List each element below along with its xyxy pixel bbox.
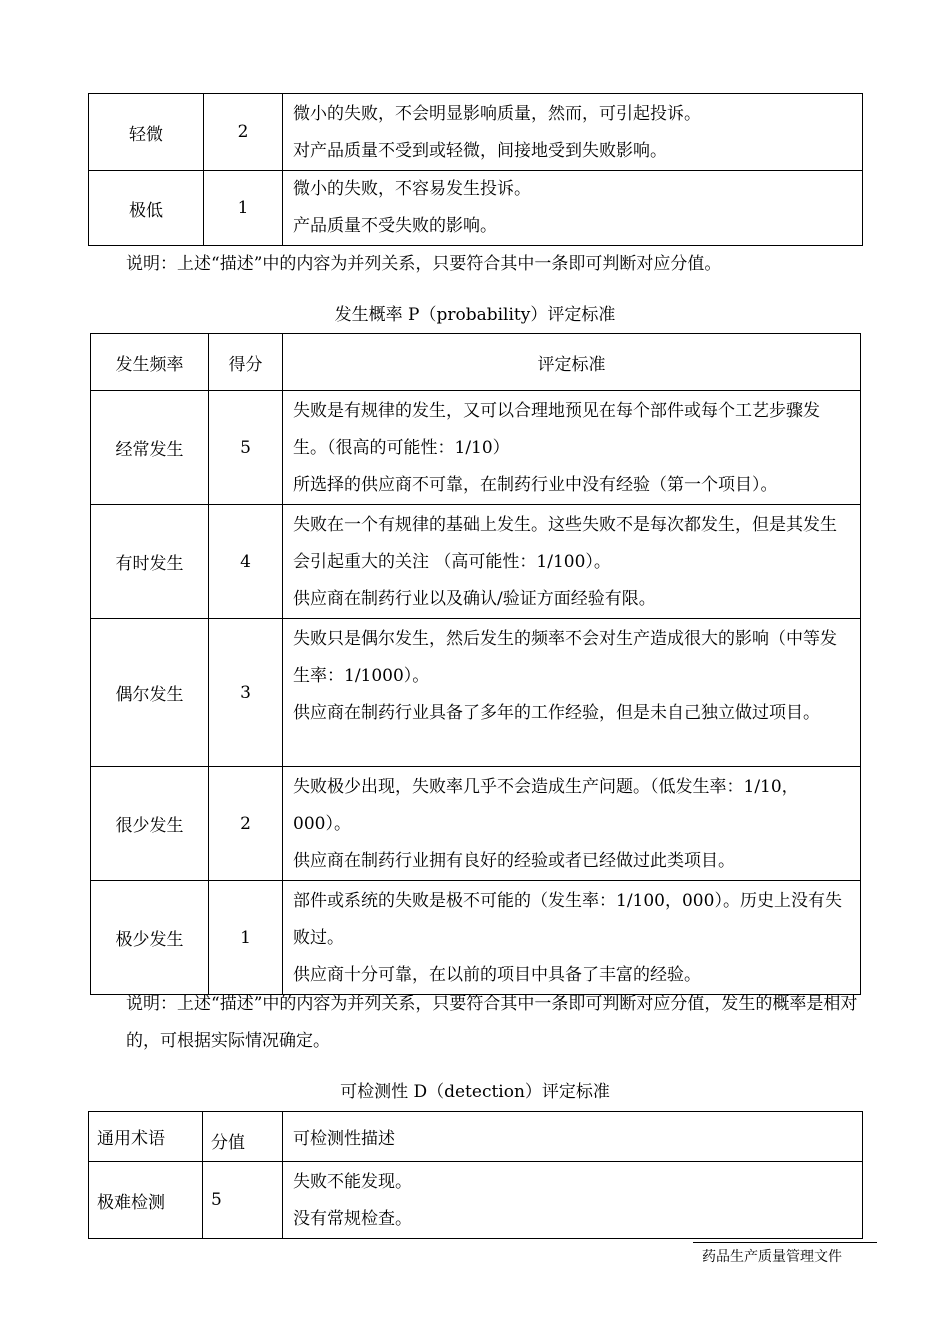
description-line: 部件或系统的失败是极不可能的（发生率：1/100，000）。历史上没有失败过。 bbox=[293, 891, 842, 948]
probability-caption: 发生概率 P（probability）评定标准 bbox=[334, 305, 616, 325]
probability-note: 说明：上述“描述”中的内容为并列关系，只要符合其中一条即可判断对应分值，发生的概率是相对的，可根据实际情况确定。 bbox=[126, 994, 858, 1051]
description-line: 失败是有规律的发生，又可以合理地预见在每个部件或每个工艺步骤发生。（很高的可能性：1/10） bbox=[293, 401, 820, 458]
table-row bbox=[89, 171, 863, 246]
term-cell: 极低 bbox=[89, 171, 204, 246]
score-cell: 1 bbox=[204, 171, 283, 246]
score-cell: 2 bbox=[209, 767, 283, 881]
description-line: 失败在一个有规律的基础上发生。这些失败不是每次都发生，但是其发生会引起重大的关注 （高可能性：1/100）。 bbox=[293, 515, 837, 572]
description-cell bbox=[283, 505, 861, 619]
term-cell: 极少发生 bbox=[91, 881, 209, 995]
header-description: 可检测性描述 bbox=[283, 1112, 863, 1162]
description-cell bbox=[283, 1162, 863, 1239]
description-line: 供应商在制药行业以及确认/验证方面经验有限。 bbox=[293, 589, 656, 609]
score-cell: 1 bbox=[209, 881, 283, 995]
term-cell: 轻微 bbox=[89, 94, 204, 171]
term-cell: 很少发生 bbox=[91, 767, 209, 881]
description-line: 对产品质量不受到或轻微，间接地受到失败影响。 bbox=[293, 141, 667, 161]
description-cell bbox=[283, 619, 861, 767]
description-line: 失败不能发现。 bbox=[293, 1172, 412, 1192]
description-line: 没有常规检查。 bbox=[293, 1209, 412, 1229]
term-cell: 有时发生 bbox=[91, 505, 209, 619]
header-score: 得分 bbox=[209, 334, 283, 391]
term-cell: 经常发生 bbox=[91, 391, 209, 505]
term-cell: 偶尔发生 bbox=[91, 619, 209, 767]
description-line: 所选择的供应商不可靠，在制药行业中没有经验（第一个项目）。 bbox=[293, 475, 778, 495]
table-header-row bbox=[89, 1112, 863, 1162]
header-term: 通用术语 bbox=[89, 1112, 203, 1162]
description-line: 微小的失败，不会明显影响质量，然而，可引起投诉。 bbox=[293, 104, 701, 124]
description-line: 供应商十分可靠，在以前的项目中具备了丰富的经验。 bbox=[293, 965, 701, 985]
header-criteria: 评定标准 bbox=[283, 334, 861, 391]
table-row bbox=[89, 94, 863, 171]
footer-divider bbox=[693, 1242, 877, 1243]
detection-caption: 可检测性 D（detection）评定标准 bbox=[340, 1082, 610, 1102]
table-header-row bbox=[91, 334, 861, 391]
table-row bbox=[91, 619, 861, 767]
description-line: 微小的失败，不容易发生投诉。 bbox=[293, 179, 531, 199]
description-line: 失败极少出现，失败率几乎不会造成生产问题。（低发生率：1/10，000）。 bbox=[293, 777, 799, 834]
score-cell: 3 bbox=[209, 619, 283, 767]
probability-table bbox=[90, 333, 861, 995]
term-cell: 极难检测 bbox=[89, 1162, 203, 1239]
footer-label: 药品生产质量管理文件 bbox=[702, 1249, 842, 1265]
table-row bbox=[89, 1162, 863, 1239]
description-cell bbox=[283, 391, 861, 505]
table-row bbox=[91, 505, 861, 619]
description-line: 失败只是偶尔发生，然后发生的频率不会对生产造成很大的影响（中等发生率：1/1000）。 bbox=[293, 629, 837, 686]
severity-note: 说明：上述“描述”中的内容为并列关系，只要符合其中一条即可判断对应分值。 bbox=[126, 254, 722, 274]
description-cell bbox=[283, 171, 863, 246]
table-row bbox=[91, 767, 861, 881]
description-line: 供应商在制药行业具备了多年的工作经验，但是未自己独立做过项目。 bbox=[293, 703, 820, 723]
severity-table bbox=[88, 93, 863, 246]
score-cell: 5 bbox=[203, 1162, 283, 1239]
description-line: 供应商在制药行业拥有良好的经验或者已经做过此类项目。 bbox=[293, 851, 735, 871]
description-line: 产品质量不受失败的影响。 bbox=[293, 216, 497, 236]
header-frequency: 发生频率 bbox=[91, 334, 209, 391]
table-row bbox=[91, 391, 861, 505]
description-cell bbox=[283, 94, 863, 171]
description-cell bbox=[283, 881, 861, 995]
score-cell: 2 bbox=[204, 94, 283, 171]
score-cell: 5 bbox=[209, 391, 283, 505]
detection-table bbox=[88, 1111, 863, 1239]
score-cell: 4 bbox=[209, 505, 283, 619]
description-cell bbox=[283, 767, 861, 881]
header-score: 分值 bbox=[203, 1112, 283, 1162]
table-row bbox=[91, 881, 861, 995]
